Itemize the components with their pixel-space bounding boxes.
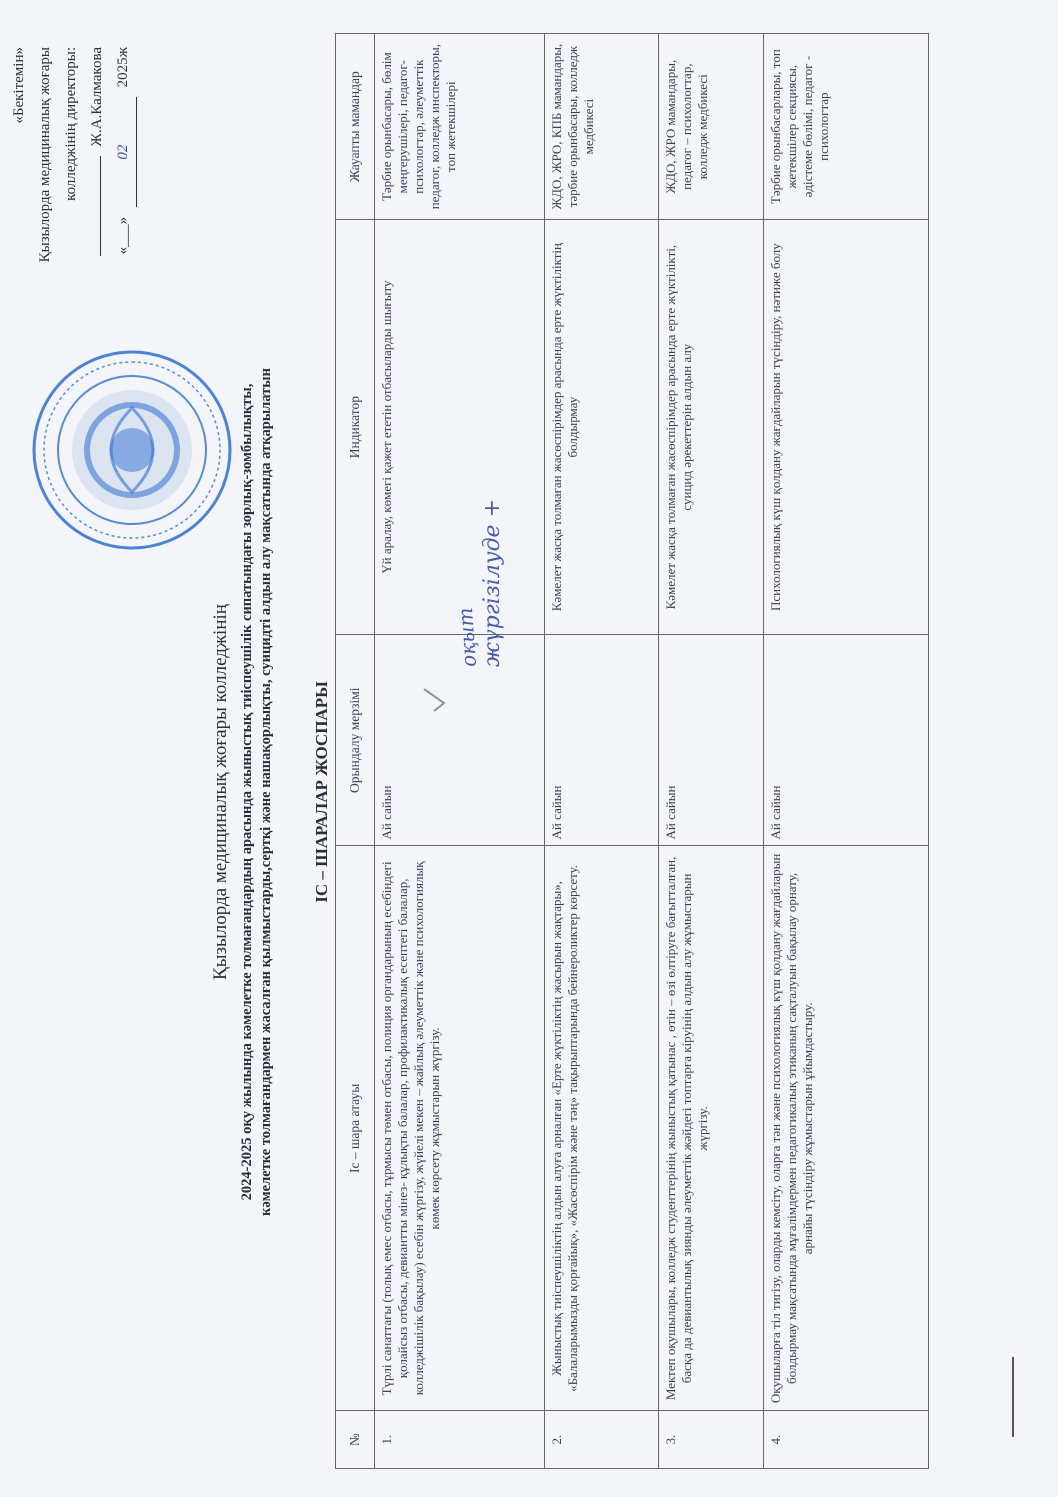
header-responsible: Жауапты мамандар (336, 34, 375, 220)
table-row (545, 34, 659, 1469)
handwritten-check-icon (420, 685, 450, 715)
header-term: Орындалу мерзімі (336, 634, 375, 846)
scan-edge-mark (1012, 1357, 1014, 1437)
approval-block (6, 47, 137, 347)
signatory-name: Ж.А.Калмакова (89, 47, 105, 147)
college-stamp (30, 347, 235, 552)
event-indicator: Психологиялық күш қолдану жағдайларын түсіндіру, нәтиже болу (764, 220, 929, 635)
header-event-name: Іс – шара атауы (336, 846, 375, 1411)
events-plan-table (335, 33, 929, 1469)
document-header (210, 217, 276, 1367)
signature-line (100, 156, 101, 256)
date-day: «___» (115, 216, 131, 255)
row-number: 4. (764, 1411, 929, 1469)
event-indicator: Кәмелет жасқа толмаған жасөспірімдер арасында ерте жүктілікті, суицид әрекеттерін алдын алу (659, 220, 764, 635)
table-row (375, 34, 545, 1469)
plan-title: ІС – ШАРАЛАР ЖОСПАРЫ (312, 681, 331, 903)
date-year: 2025ж (115, 47, 131, 88)
table-row (764, 34, 929, 1469)
event-responsible: Тәрбие орынбасары, бөлім меңгерушілері, педагог-психологтар, әлеуметтік педагог, колледж инспекторы, топ жетекшілері (375, 34, 545, 220)
event-indicator: Үй аралау, көмегі қажет ететін отбасыларды шығыту (375, 220, 545, 635)
event-indicator: Кәмелет жасқа толмаған жасөспірімдер арасында ерте жүктіліктің болдырмау (545, 220, 659, 635)
event-responsible: Тәрбие орынбасарлары, топ жетекшілер секциясы, әдістеме бөлімі, педагог - психологтар (764, 34, 929, 220)
date-month: 02 (110, 97, 137, 207)
organization-title: Қызылорда медициналық жоғары колледжінің (210, 604, 231, 980)
event-name: Оқушыларға тіл тигізу, оларды кемсіту, оларға тән және психологиялық күш қолдану жағдайларын болдырмау мақсатында мұғалімдермен педагогикалық этиканың сақталуын бақылау орнату, арнайы түсіндіру жұмыстарын ұйымдастыру. (764, 846, 929, 1411)
row-number: 1. (375, 1411, 545, 1469)
event-responsible: ЖДО, ЖРО, КПБ мамандары, тәрбие орынбасары, колледж медбикесі (545, 34, 659, 220)
event-name: Түрлі санаттағы (толық емес отбасы, тұрмысы төмен отбасы, полиция органдарының есебіндегі қолайсыз отбасы, девиантты мінез- құлықты балалар, профилактикалық есептегі балалар, колледжішілік бақылау) есебін жүргізу, жүйелі мекен – жайлық әлеуметтік және психологиялық көмек көрсету жұмыстарын жүргізу. (375, 846, 545, 1411)
event-term: Ай сайын (375, 634, 545, 846)
handwritten-note-1: оқыт (452, 606, 482, 668)
stamp-seal-icon (30, 347, 235, 552)
header-indicator: Индикатор (336, 220, 375, 635)
header-line-1: 2024-2025 оқу жылында кәмелетке толмағандардың арасында жыныстық тиіспеушілік сипатындағы зорлық-зомбылықты, (239, 383, 255, 1201)
event-term: Ай сайын (545, 634, 659, 846)
event-term: Ай сайын (659, 634, 764, 846)
header-line-2: кәмелетке толмағандармен жасалған қылмыстарды,сертқі және нашақорлықты, суицидті алдын алу мақсатында атқарылатын (258, 368, 274, 1216)
approval-date-row (110, 47, 137, 347)
approval-heading: «Бекітемін» (11, 47, 27, 124)
table-row (659, 34, 764, 1469)
handwritten-note-2: жүргізілуде + (480, 499, 505, 667)
event-name: Жыныстық тиіспеушіліктің алдын алуға арналған «Ерте жүктіліктің жасырын жақтары», «Балаларымызды қорғайық», «Жасөспірім және тәң» тақырыптарында бейнероликтер көрсету. (545, 846, 659, 1411)
row-number: 2. (545, 1411, 659, 1469)
header-number: № (336, 1411, 375, 1469)
table-header-row (336, 34, 375, 1469)
row-number: 3. (659, 1411, 764, 1469)
approval-line-2: колледжінің директоры: (63, 47, 79, 201)
event-term: Ай сайын (764, 634, 929, 846)
event-responsible: ЖДО, ЖРО мамандары, педагог – психологтар, колледж медбикесі (659, 34, 764, 220)
approval-line-1: Қызылорда медициналық жоғары (37, 47, 53, 263)
event-name: Мектеп оқушылары, колледж студенттерінің жыныстық қатынас , өтін – өзі өлтіруге бағытталған, басқа да девиантылық зиянды әлеуметтік жәйдегі топтарға кіруінің алдын алу жұмыстарын жүргізу. (659, 846, 764, 1411)
approval-signature-row (84, 47, 110, 347)
